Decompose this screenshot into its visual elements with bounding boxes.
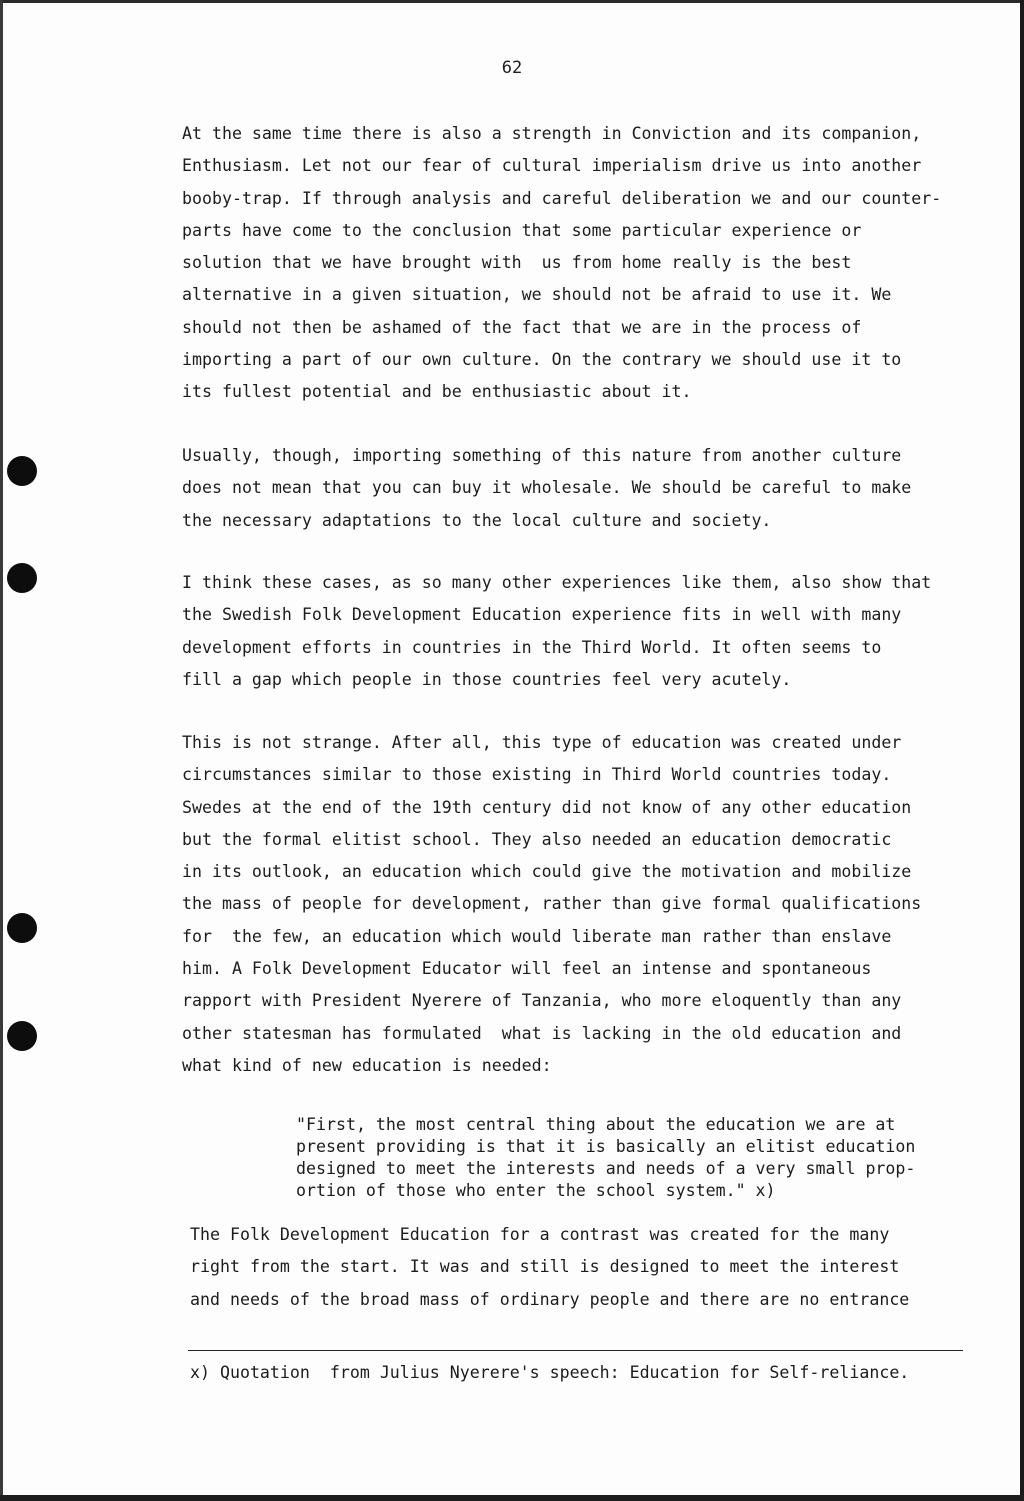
text-line: booby-trap. If through analysis and careful deliberation we and our counter-	[182, 188, 942, 208]
text-line: in its outlook, an education which could give the motivation and mobilize	[182, 862, 912, 882]
text-line: the mass of people for development, rather than give formal qualifications	[182, 894, 922, 914]
text-line: does not mean that you can buy it wholesale. We should be careful to make	[182, 478, 912, 498]
quote-line: present providing is that it is basically an elitist education	[296, 1137, 916, 1156]
text-line: The Folk Development Education for a contrast was created for the many	[190, 1225, 890, 1244]
text-line: the Swedish Folk Development Education experience fits in well with many	[182, 605, 902, 625]
scan-edge-bottom	[0, 1495, 1024, 1501]
text-line: solution that we have brought with us from home really is the best	[182, 253, 852, 273]
quote-line: ortion of those who enter the school system." x)	[296, 1181, 776, 1200]
text-line: This is not strange. After all, this type of education was created under	[182, 733, 902, 752]
text-line: right from the start. It was and still is designed to meet the interest	[190, 1257, 900, 1277]
text-line: should not then be ashamed of the fact that we are in the process of	[182, 317, 862, 337]
text-line: development efforts in countries in the Third World. It often seems to	[182, 637, 882, 657]
scan-edge-right	[1020, 0, 1024, 1501]
scan-edge-left	[0, 0, 3, 1501]
quote-line: "First, the most central thing about the education we are at	[296, 1115, 896, 1134]
text-line: other statesman has formulated what is lacking in the old education and	[182, 1023, 902, 1043]
text-line: fill a gap which people in those countries feel very acutely.	[182, 669, 792, 689]
scan-edge-top	[0, 0, 1024, 3]
block-quote	[296, 1114, 976, 1202]
text-line: rapport with President Nyerere of Tanzania, who more eloquently than any	[182, 991, 902, 1011]
punch-hole	[7, 563, 37, 593]
page-number: 62	[501, 58, 523, 78]
text-line: parts have come to the conclusion that some particular experience or	[182, 220, 862, 240]
punch-hole	[7, 913, 37, 943]
text-line: Swedes at the end of the 19th century did not know of any other education	[182, 797, 912, 817]
punch-hole	[7, 456, 37, 486]
punch-hole	[7, 1021, 37, 1051]
text-line: At the same time there is also a strength in Conviction and its companion,	[182, 124, 922, 143]
paragraph-adaptations	[182, 440, 982, 537]
text-line: Usually, though, importing something of this nature from another culture	[182, 446, 902, 465]
text-line: him. A Folk Development Educator will feel an intense and spontaneous	[182, 959, 872, 979]
text-line: circumstances similar to those existing in Third World countries today.	[182, 765, 892, 785]
text-line: what kind of new education is needed:	[182, 1055, 552, 1075]
paragraph-contrast	[190, 1219, 990, 1316]
footnote-rule	[188, 1350, 963, 1351]
text-line: its fullest potential and be enthusiastic about it.	[182, 382, 692, 402]
text-line: Enthusiasm. Let not our fear of cultural imperialism drive us into another	[182, 156, 922, 176]
paragraph-conviction	[182, 118, 982, 409]
text-line: importing a part of our own culture. On the contrary we should use it to	[182, 350, 902, 370]
text-line: and needs of the broad mass of ordinary people and there are no entrance	[190, 1289, 910, 1309]
paragraph-history	[182, 727, 982, 1082]
text-line: but the formal elitist school. They also needed an education democratic	[182, 829, 892, 849]
paragraph-third-world	[182, 567, 982, 696]
text-line: the necessary adaptations to the local culture and society.	[182, 510, 772, 530]
text-line: for the few, an education which would liberate man rather than enslave	[182, 926, 892, 946]
footnote: x) Quotation from Julius Nyerere's speech: Education for Self-reliance.	[190, 1363, 910, 1382]
quote-line: designed to meet the interests and needs of a very small prop-	[296, 1159, 916, 1178]
text-line: alternative in a given situation, we should not be afraid to use it. We	[182, 285, 892, 305]
text-line: I think these cases, as so many other experiences like them, also show that	[182, 573, 932, 592]
